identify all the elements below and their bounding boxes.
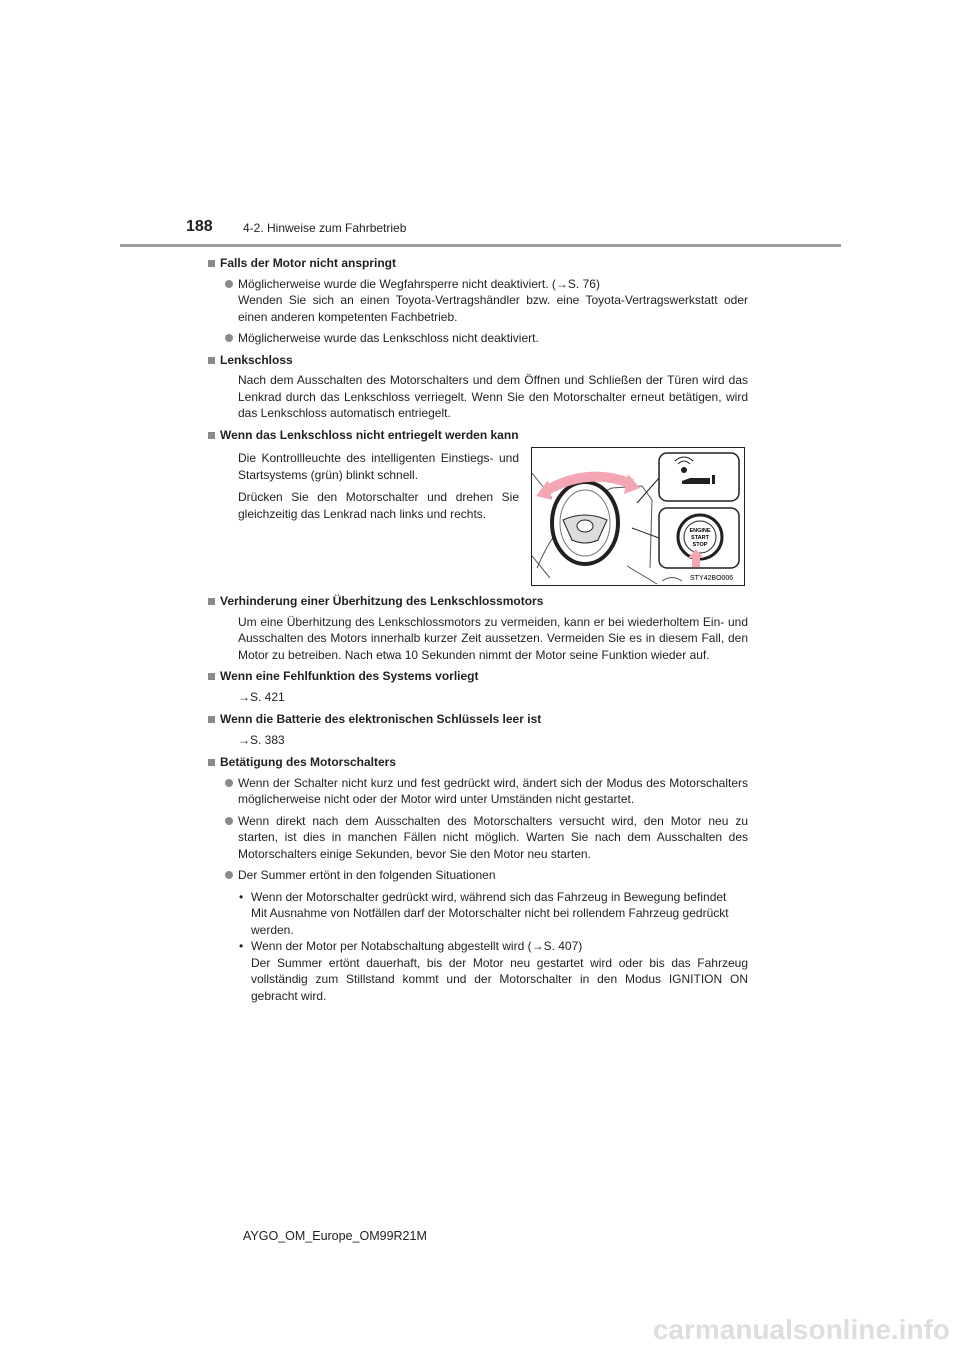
sub-item-text-cont: Der Summer ertönt dauerhaft, bis der Motor neu gestartet wird oder bis das Fahrzeug vollständig zum Stillstand kommt und der Motorschalter in den Modus IGNITION ON gebracht wird.: [251, 955, 748, 1003]
main-content: [208, 255, 748, 1004]
sub-bullet-dot: •: [239, 889, 244, 904]
heading-malfunction: Wenn eine Fehlfunktion des Systems vorliegt: [208, 668, 748, 685]
bullet-buzzer: Der Summer ertönt in den folgenden Situationen: [208, 867, 748, 884]
figure-row: [238, 447, 748, 586]
reference-battery: →S. 383: [238, 732, 285, 747]
bullet-press-firmly: Wenn der Schalter nicht kurz und fest gedrückt wird, ändert sich der Modus des Motorschalters möglicherweise nicht oder der Motor wird unter Umständen nicht gestartet.: [208, 775, 748, 808]
indicator-callout: [659, 453, 739, 501]
footer-doc-id: AYGO_OM_Europe_OM99R21M: [243, 1229, 427, 1243]
bullet-immobilizer: [208, 276, 748, 326]
sub-item-text: Wenn der Motorschalter gedrückt wird, während sich das Fahrzeug in Bewegung befindet: [251, 889, 727, 904]
reference-malfunction: →S. 421: [238, 689, 285, 704]
section-title: 4-2. Hinweise zum Fahrbetrieb: [243, 221, 407, 235]
heading-motor-start: Falls der Motor nicht anspringt: [208, 255, 748, 272]
page-number: 188: [186, 218, 213, 235]
paragraph-overheat: Um eine Überhitzung des Lenkschlossmotors zu vermeiden, kann er bei wiederholtem Ein- und Ausschalten des Motors innerhalb kurzer Zeit aussetzen. Vermeiden Sie es in diesem Fall, den Motor zu betreiben. Nach etwa 10 Sekunden nimmt der Motor seine Funktion wieder auf.: [238, 614, 748, 662]
caption-text-1: Die Kontrollleuchte des intelligenten Einstiegs- und Startsystems (grün) blinkt schnell.: [238, 451, 519, 482]
heading-overheat: Verhinderung einer Überhitzung des Lenkschlossmotors: [208, 593, 748, 610]
heading-lenkschloss: Lenkschloss: [208, 352, 748, 369]
sub-item-emergency: [208, 938, 748, 1004]
bullet-text: Möglicherweise wurde die Wegfahrsperre nicht deaktiviert. (→S. 76): [238, 276, 600, 291]
figure-caption: [238, 447, 519, 586]
sub-item-moving: [208, 889, 748, 939]
bullet-text-cont: Wenden Sie sich an einen Toyota-Vertragshändler bzw. eine Toyota-Vertragswerkstatt oder einen anderen kompetenten Fachbetrieb.: [238, 293, 748, 324]
watermark: carmanualsonline.info: [652, 1314, 950, 1345]
sub-bullet-dot: •: [239, 939, 244, 953]
steering-wheel-image: [532, 448, 744, 585]
caption-text-2: Drücken Sie den Motorschalter und drehen Sie gleichzeitig das Lenkrad nach links und rechts.: [238, 490, 519, 521]
button-label-line-1: ENGINE: [689, 528, 711, 534]
heading-not-released: Wenn das Lenkschloss nicht entriegelt werden kann: [208, 427, 748, 444]
figure-code: STY42BO006: [690, 575, 734, 582]
header-rule: [120, 244, 841, 247]
bullet-restart: Wenn direkt nach dem Ausschalten des Motorschalters versucht wird, den Motor neu zu starten, ist dies in manchen Fällen nicht möglich. Warten Sie nach dem Ausschalten des Motorschalters einige Sekunden, bevor Sie den Motor neu starten.: [208, 813, 748, 863]
paragraph-lenkschloss: Nach dem Ausschalten des Motorschalters und dem Öffnen und Schließen der Türen wird das Lenkrad durch das Lenkschloss verriegelt. Wenn Sie den Motorschalter erneut betätigen, wird das Lenkschloss automatisch entriegelt.: [238, 373, 748, 420]
sub-item-text: Wenn der Motor per Notabschaltung abgestellt wird (→S. 407): [251, 939, 583, 953]
heading-battery: Wenn die Batterie des elektronischen Schlüssels leer ist: [208, 711, 748, 728]
bullet-steering-lock: Möglicherweise wurde das Lenkschloss nicht deaktiviert.: [208, 330, 748, 347]
button-label-line-2: START: [691, 535, 709, 541]
sub-item-text-cont: Mit Ausnahme von Notfällen darf der Motorschalter nicht bei rollendem Fahrzeug gedrückt werden.: [251, 906, 729, 937]
button-label-line-3: STOP: [692, 542, 708, 548]
steering-illustration: [531, 447, 745, 586]
heading-operation: Betätigung des Motorschalters: [208, 754, 748, 771]
